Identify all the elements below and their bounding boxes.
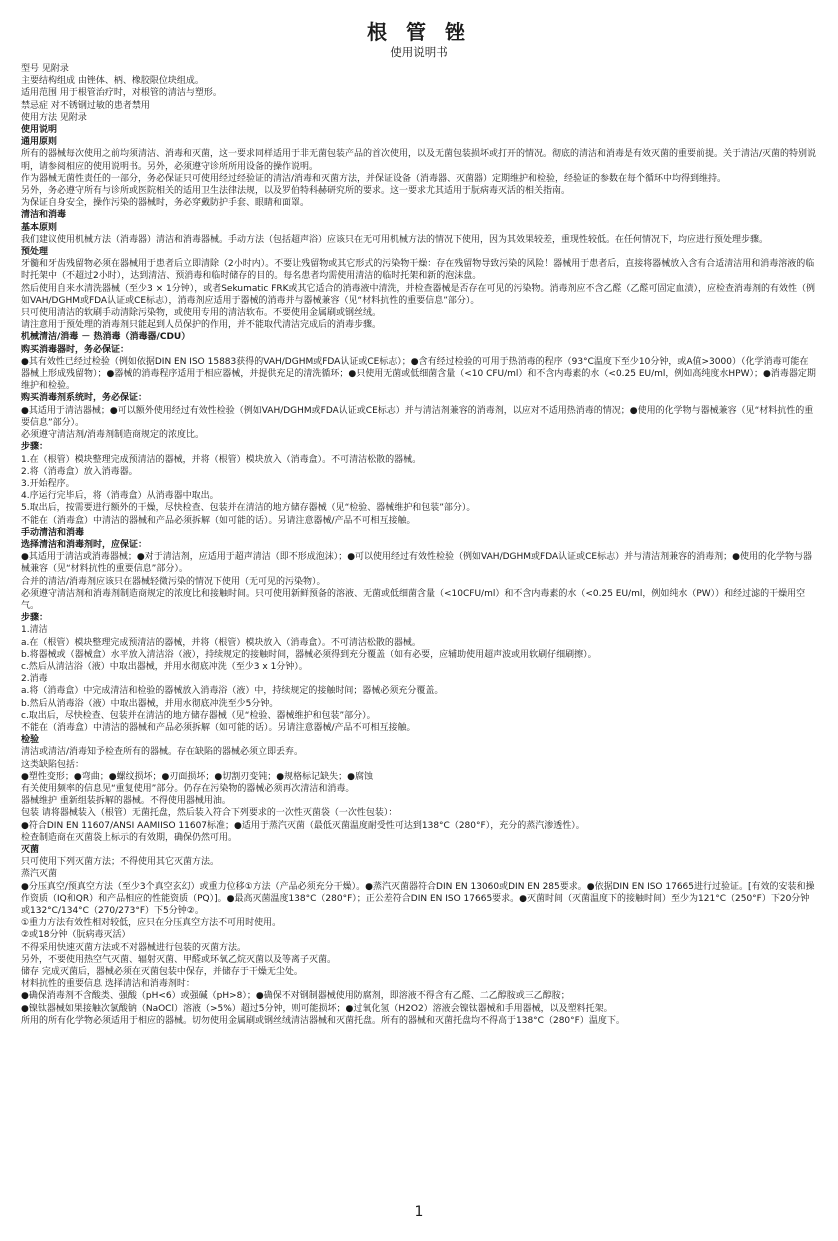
text-line: a.将（消毒盒）中完成清洁和检验的器械放入消毒浴（液）中，持续规定的接触时间；器械必须充分覆盖。 bbox=[21, 686, 444, 697]
text-line: 适用范围 用于根管治疗时，对根管的清洁与塑形。 bbox=[21, 88, 222, 99]
section-heading: 预处理 bbox=[21, 247, 49, 258]
text-line: 然后使用自来水清洗器械（至少3 × 1分钟），或者Sekumatic FRK或其它适合的消毒液中清洗，并检查器械是否存在可见的污染物。消毒剂应不含乙醛（乙醛可固定血渍），应检查消毒剂的有效性（例如VAH/DGHM或FDA认证或CE标志），消毒剂应适用于器械的消毒并与器械兼容（见“材料抗性的重要信息”部分）。 bbox=[21, 283, 816, 306]
text-line: ●塑性变形；●弯曲；●螺纹损坏；●刃面损坏；●切割刃变钝；●规格标记缺失；●腐蚀 bbox=[21, 771, 373, 782]
text-line: 牙髓和牙齿残留物必须在器械用于患者后立即清除（2小时内）。不要让残留物或其它形式的污染物干燥：存在残留物导致污染的风险！器械用于患者后，直接将器械放入含有合适清洁用和消毒溶液的临时托架中（不超过2小时），达到清洁、预消毒和临时储存的目的。每名患者均需使用清洁的临时托架和新的泡沫盘。 bbox=[21, 259, 815, 282]
text-line: 所用的所有化学物必须适用于相应的器械。切勿使用金属刷或钢丝绒清洁器械和灭菌托盘。所有的器械和灭菌托盘均不得高于138°C（280°F）温度下。 bbox=[21, 1015, 625, 1026]
page-number: 1 bbox=[414, 1204, 424, 1220]
text-line: 器械维护 重新组装拆解的器械。不得使用器械用油。 bbox=[21, 796, 231, 807]
text-line: 有关使用频率的信息见“重复使用”部分。仍存在污染物的器械必须再次清洁和消毒。 bbox=[21, 783, 355, 794]
text-line: a.在（根管）模块整理完成预清洁的器械，并将（根管）模块放入（消毒盒）。不可清洁松散的器械。 bbox=[21, 637, 421, 648]
text-line: ●其有效性已经过检验（例如依据DIN EN ISO 15883获得的VAH/DGHM或FDA认证或CE标志）；●含有经过检验的可用于热消毒的程序（93°C温度下至少10分钟，或A值>3000）（化学消毒可能在器械上形成残留物）；●器械的消毒程序适用于相应器械，并提供充足的清洗循环；●只使用无菌或低细菌含量（<10 CFU/ml）和不含内毒素的水（<0.25 EU/ml，例如高纯度水HPW）；●消毒器定期维护和检验。 bbox=[21, 356, 816, 392]
text-line: ②或18分钟（朊病毒灭活） bbox=[21, 930, 131, 941]
text-line: 不得采用快速灭菌方法或不对器械进行包装的灭菌方法。 bbox=[21, 942, 247, 953]
text-line: 另外，务必遵守所有与诊所或医院相关的适用卫生法律法规，以及罗伯特科赫研究所的要求。这一要求尤其适用于朊病毒灭活的相关指南。 bbox=[21, 186, 571, 197]
text-line: 2.消毒 bbox=[21, 674, 48, 685]
text-line: 必须遵守清洁剂/消毒剂制造商规定的浓度比。 bbox=[21, 430, 205, 441]
section-heading: 购买消毒剂系统时，务必保证： bbox=[21, 393, 148, 404]
text-line: 2.将（消毒盒）放入消毒器。 bbox=[21, 466, 138, 477]
section-heading: 步骤： bbox=[21, 613, 49, 624]
section-heading: 步骤： bbox=[21, 442, 49, 453]
text-line: b.然后从消毒浴（液）中取出器械，并用水彻底冲洗至少5分钟。 bbox=[21, 698, 279, 709]
section-heading: 购买消毒器时，务必保证： bbox=[21, 344, 130, 355]
text-line: 只可使用下列灭菌方法；不得使用其它灭菌方法。 bbox=[21, 857, 220, 868]
text-line: 为保证自身安全，操作污染的器械时，务必穿戴防护手套、眼睛和面罩。 bbox=[21, 198, 310, 209]
text-line: 型号 见附录 bbox=[21, 64, 69, 74]
text-line: ●其适用于清洁器械；●可以额外使用经过有效性检验（例如VAH/DGHM或FDA认证或CE标志）并与清洁剂兼容的消毒剂，以应对不适用热消毒的情况；●使用的化学物与器械兼容（见“材料抗性的重要信息”部分）。 bbox=[21, 405, 814, 428]
text-line: 清洁或清洁/消毒知予检查所有的器械。存在缺陷的器械必须立即丢弃。 bbox=[21, 747, 304, 758]
text-line: 主要结构组成 由锉体、柄、橡胶限位块组成。 bbox=[21, 76, 204, 87]
text-line: ●分压真空/预真空方法（至少3个真空玄幻）或重力位移①方法（产品必须充分干燥）。●蒸汽灭菌器符合DIN EN 13060或DIN EN 285要求。●依据DIN EN ISO 17665进行过验证。[有效的安装和操作资质（IQ和QR）和产品相应的性能资质（PQ）]。●最高灭菌温度138°C（280°F）；正公差符合DIN EN ISO 17665要求。●灭菌时间（灭菌温度下的接触时间）至少为121°C（250°F）下20分钟或132°C/134°C（270/273°F）下5分钟②。 bbox=[21, 881, 815, 917]
text-line: 3.开始程序。 bbox=[21, 478, 75, 489]
text-line: 使用方法 见附录 bbox=[21, 112, 87, 123]
section-heading: 选择清洁和消毒剂时，应保证： bbox=[21, 539, 148, 550]
text-line: 合并的清洁/消毒剂应该只在器械轻微污染的情况下使用（无可见的污染物）。 bbox=[21, 576, 326, 587]
text-line: 蒸汽灭菌 bbox=[21, 869, 58, 880]
text-line: 禁忌症 对不锈钢过敏的患者禁用 bbox=[21, 100, 150, 111]
text-line: ●确保消毒剂不含酸类、强酸（pH<6）或强碱（pH>8）；●确保不对钢制器械使用防腐剂，即溶液不得含有乙醛、二乙醇胺或三乙醇胺； bbox=[21, 991, 570, 1002]
text-line: 这类缺陷包括： bbox=[21, 759, 85, 770]
document-subtitle: 使用说明书 bbox=[390, 45, 448, 59]
text-line: ●其适用于清洁或消毒器械；●对于清洁剂，应适用于超声清洁（即不形成泡沫）；●可以使用经过有效性检验（例如VAH/DGHM或FDA认证或CE标志）并与清洁剂兼容的消毒剂；●使用的化学物与器械兼容（见“材料抗性的重要信息”部分）。 bbox=[21, 552, 812, 575]
text-line: b.将器械或（器械盒）水平放入清洁浴（液），持续规定的接触时间，器械必须得到充分覆盖（如有必要，应辅助使用超声波或用软刷仔细刷擦）。 bbox=[21, 649, 597, 660]
section-heading: 灭菌 bbox=[21, 845, 40, 855]
text-line: 所有的器械每次使用之前均须清洁、消毒和灭菌，这一要求同样适用于非无菌包装产品的首次使用，以及无菌包装损坏或打开的情况。彻底的清洁和消毒是有效灭菌的重要前提。关于清洁/灭菌的特别说明，请参阅相应的使用说明书。另外，必须遵守诊所所用设备的操作说明。 bbox=[21, 149, 817, 172]
text-line: 1.清洁 bbox=[21, 625, 48, 636]
text-line: 不能在（消毒盒）中清洁的器械和产品必须拆解（如可能的话）。另请注意器械/产品不可相互接触。 bbox=[21, 515, 416, 526]
document-title: 根 管 锉 bbox=[367, 20, 471, 44]
text-line: ●镍钛器械如果接触次氯酸钠（NaOCl）溶液（>5%）超过5分钟，则可能损坏；●过氧化氢（H2O2）溶液会镍钛器械和手用器械，以及塑料托架。 bbox=[21, 1003, 613, 1014]
text-line: 检查制造商在灭菌袋上标示的有效期，确保仍然可用。 bbox=[21, 832, 238, 843]
section-heading: 机械清洁/消毒 － 热消毒（消毒器/CDU） bbox=[21, 332, 191, 343]
text-line: 4.序运行完毕后，将（消毒盒）从消毒器中取出。 bbox=[21, 491, 219, 502]
text-line: 材料抗性的重要信息 选择清洁和消毒剂时： bbox=[21, 979, 195, 990]
text-line: ●符合DIN EN 11607/ANSI AAMIISO 11607标准；●适用于蒸汽灭菌（最低灭菌温度耐受性可达到138°C（280°F），充分的蒸汽渗透性）。 bbox=[21, 820, 585, 831]
document-page bbox=[21, 20, 817, 1027]
text-line: 只可使用清洁的软刷手动清除污染物，或使用专用的清洁软布。不要使用金属刷或钢丝绒。 bbox=[21, 308, 382, 319]
text-line: c.取出后，尽快检查、包装并在清洁的地方储存器械（见“检验、器械维护和包装”部分）。 bbox=[21, 710, 376, 721]
section-heading: 手动清洁和消毒 bbox=[21, 527, 85, 538]
text-line: 另外，不要使用热空气灭菌、辐射灭菌、甲醛或环氧乙烷灭菌以及等离子灭菌。 bbox=[21, 954, 337, 965]
document-body bbox=[21, 63, 817, 1027]
text-line: 5.取出后，按需要进行额外的干燥，尽快检查、包装并在清洁的地方储存器械（见“检验、器械维护和包装”部分）。 bbox=[21, 503, 476, 514]
section-heading: 清洁和消毒 bbox=[21, 210, 67, 221]
text-line: ①重力方法有效性相对较低，应只在分压真空方法不可用时使用。 bbox=[21, 918, 282, 929]
text-line: 请注意用于预处理的消毒剂只能起到人员保护的作用，并不能取代清洁完成后的消毒步骤。 bbox=[21, 320, 382, 331]
text-line: 包装 请将器械装入（根管）无菌托盘，然后装入符合下列要求的一次性灭菌袋（一次性包装）： bbox=[21, 808, 398, 819]
text-line: 1.在（根管）模块整理完成预清洁的器械，并将（根管）模块放入（消毒盒）。不可清洁松散的器械。 bbox=[21, 454, 422, 465]
section-heading: 检验 bbox=[21, 735, 40, 746]
text-line: 储存 完成灭菌后，器械必须在灭菌包装中保存，并储存于干燥无尘处。 bbox=[21, 967, 303, 978]
text-line: c.然后从清洁浴（液）中取出器械，并用水彻底冲洗（至少3 x 1分钟）。 bbox=[21, 661, 308, 672]
section-heading: 通用原则 bbox=[21, 137, 58, 148]
text-line: 作为器械无菌性责任的一部分，务必保证只可使用经过经验证的清洁/消毒和灭菌方法，并保证设备（消毒器、灭菌器）定期维护和检验，经验证的参数在每个循环中均得到维持。 bbox=[21, 173, 727, 184]
section-heading: 使用说明 bbox=[21, 125, 58, 136]
section-heading: 基本原则 bbox=[21, 222, 58, 233]
text-line: 必须遵守清洁剂和消毒剂制造商规定的浓度比和接触时间。只可使用新鲜预备的溶液、无菌或低细菌含量（<10CFU/ml）和不含内毒素的水（<0.25 EU/ml，例如纯水（PW））和经过滤的干燥用空气。 bbox=[21, 588, 806, 611]
text-line: 不能在（消毒盒）中清洁的器械和产品必须拆解（如可能的话）。另请注意器械/产品不可相互接触。 bbox=[21, 722, 416, 733]
text-line: 我们建议使用机械方法（消毒器）清洁和消毒器械。手动方法（包括超声浴）应该只在无可用机械方法的情况下使用，因为其效果较差，重现性较低。在任何情况下，均应进行预处理步骤。 bbox=[21, 234, 769, 245]
